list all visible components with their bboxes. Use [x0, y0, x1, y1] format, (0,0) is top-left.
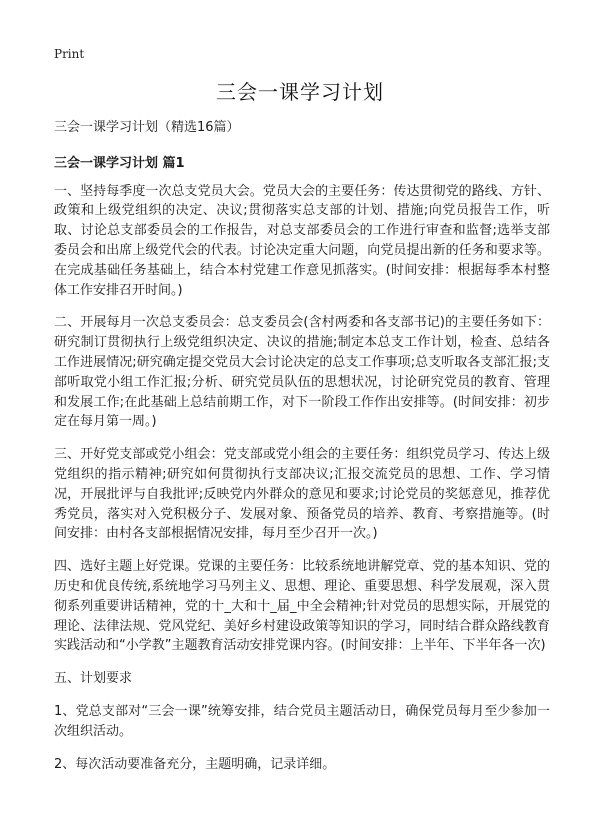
- paragraph-5: 五、计划要求: [54, 671, 133, 687]
- document-title: 三会一课学习计划: [216, 80, 384, 104]
- paragraph-2: 二、开展每月一次总支委员会：总支委员会(含村两委和各支部书记)的主要任务如下：研究制订贯彻执行上级党组织决定、决议的措施;制定本总支工作计划，检查、总结各工作进展情况;研究确定提交党员大会讨论决定的总支工作事项;总支听取各支部汇报;支部听取党小组工作汇报;分析、研究党员队伍的思想状况，讨论研究党员的教育、管理和发展工作;在此基础上总结前期工作，对下一阶段工作作出安排等。(时间安排：初步定在每月第一周。): [54, 315, 550, 430]
- paragraph-3: 三、开好党支部或党小组会：党支部或党小组会的主要任务：组织党员学习、传达上级党组织的指示精神;研究如何贯彻执行支部决议;汇报交流党员的思想、工作、学习情况，开展批评与自我批评;反映党内外群众的意见和要求;讨论党员的奖惩意见，推荐优秀党员，落实对入党积极分子、发展对象、预备党员的培养、教育、考察措施等。(时间安排：由村各支部根据情况安排，每月至少召开一次。): [54, 447, 550, 542]
- document-subtitle: 三会一课学习计划（精选16篇）: [54, 120, 240, 135]
- paragraph-1: 一、坚持每季度一次总支党员大会。党员大会的主要任务：传达贯彻党的路线、方针、政策和上级党组织的决定、决议;贯彻落实总支部的计划、措施;向党员报告工作，听取、讨论总支部委员会的工作报告，对总支部委员会的工作进行审查和监督;选举支部委员会和出席上级党代会的代表。讨论决定重大问题，向党员提出新的任务和要求等。在完成基础任务基础上，结合本村党建工作意见抓落实。(时间安排：根据每季本村整体工作安排召开时间。): [54, 183, 550, 298]
- document-body: [54, 118, 550, 787]
- paragraph-4: 四、选好主题上好党课。党课的主要任务：比较系统地讲解党章、党的基本知识、党的历史和优良传统,系统地学习马列主义、思想、理论、重要思想、科学发展观，深入贯彻系列重要讲话精神，党的十_大和十_届_中全会精神;针对党员的思想实际，开展党的理论、法律法规、党风党纪、美好乡村建设政策等知识的学习，同时结合群众路线教育实践活动和“小学教”主题教育活动安排党课内容。(时间安排：上半年、下半年各一次): [54, 559, 550, 654]
- paragraph-6: 1、党总支部对“三会一课”统筹安排，结合党员主题活动日，确保党员每月至少参加一次组织活动。: [54, 703, 550, 739]
- section-title: 三会一课学习计划 篇1: [54, 155, 185, 171]
- print-label: Print: [54, 47, 85, 61]
- paragraph-7: 2、每次活动要准备充分，主题明确，记录详细。: [54, 756, 336, 772]
